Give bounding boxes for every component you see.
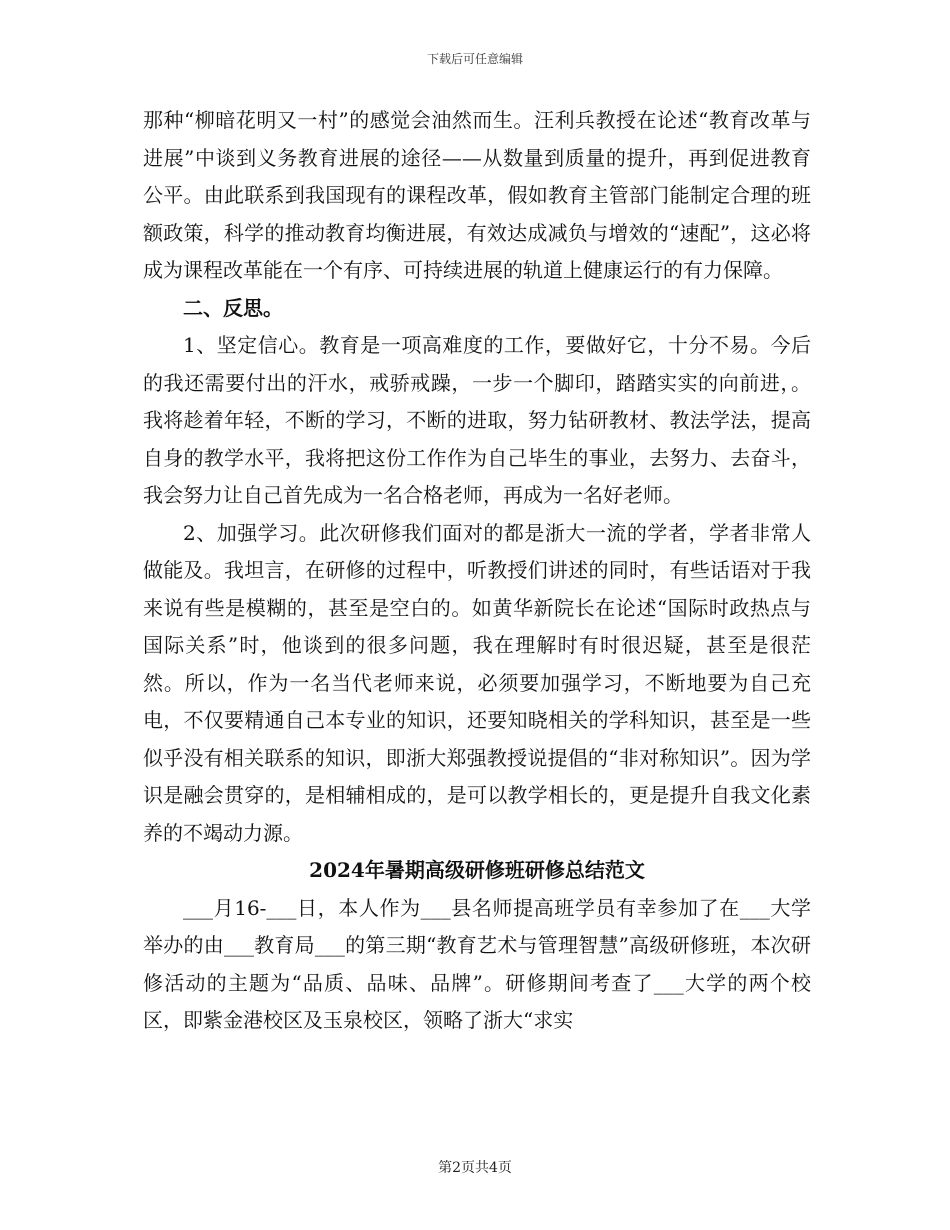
- paragraph-point-2: 2、加强学习。此次研修我们面对的都是浙大一流的学者，学者非常人做能及。我坦言，在研修的过程中，听教授们讲述的同时，有些话语对于我来说有些是模糊的，甚至是空白的。如黄华新院长在论述“国际时政热点与国际关系”时，他谈到的很多问题，我在理解时有时很迟疑，甚至是很茫然。所以，作为一名当代老师来说，必须要加强学习，不断地要为自己充电，不仅要精通自己本专业的知识，还要知晓相关的学科知识，甚至是一些似乎没有相关联系的知识，即浙大郑强教授说提倡的“非对称知识”。因为学识是融会贯穿的，是相辅相成的，是可以教学相长的，更是提升自我文化素养的不竭动力源。: [143, 520, 811, 845]
- section-heading-reflection: 二、反思。: [183, 295, 283, 320]
- page-header-note: 下载后可任意编辑: [426, 52, 523, 66]
- paragraph-point-1: 1、坚定信心。教育是一项高难度的工作，要做好它，十分不易。今后的我还需要付出的汗水，戒骄戒躁，一步一个脚印，踏踏实实的向前进，。我将趁着年轻，不断的学习，不断的进取，努力钻研教材、教法学法，提高自身的教学水平，我将把这份工作作为自己毕生的事业，去努力、去奋斗，我会努力让自己首先成为一名合格老师，再成为一名好老师。: [143, 333, 811, 507]
- document-title: 2024年暑期高级研修班研修总结范文: [309, 858, 645, 882]
- document-body: [143, 102, 811, 1040]
- page-number-footer: 第2页共4页: [438, 1160, 512, 1176]
- paragraph-continuation: 那种“柳暗花明又一村”的感觉会油然而生。汪利兵教授在论述“教育改革与进展”中谈到义务教育进展的途径——从数量到质量的提升，再到促进教育公平。由此联系到我国现有的课程改革，假如教育主管部门能制定合理的班额政策，科学的推动教育均衡进展，有效达成减负与增效的“速配”，这必将成为课程改革能在一个有序、可持续进展的轨道上健康运行的有力保障。: [143, 108, 811, 282]
- paragraph-intro: ___月16-___日，本人作为___县名师提高班学员有幸参加了在___大学举办的由___教育局___的第三期“教育艺术与管理智慧”高级研修班，本次研修活动的主题为“品质、品味、品牌”。研修期间考查了___大学的两个校区，即紫金港校区及玉泉校区，领略了浙大“求实: [143, 895, 811, 1032]
